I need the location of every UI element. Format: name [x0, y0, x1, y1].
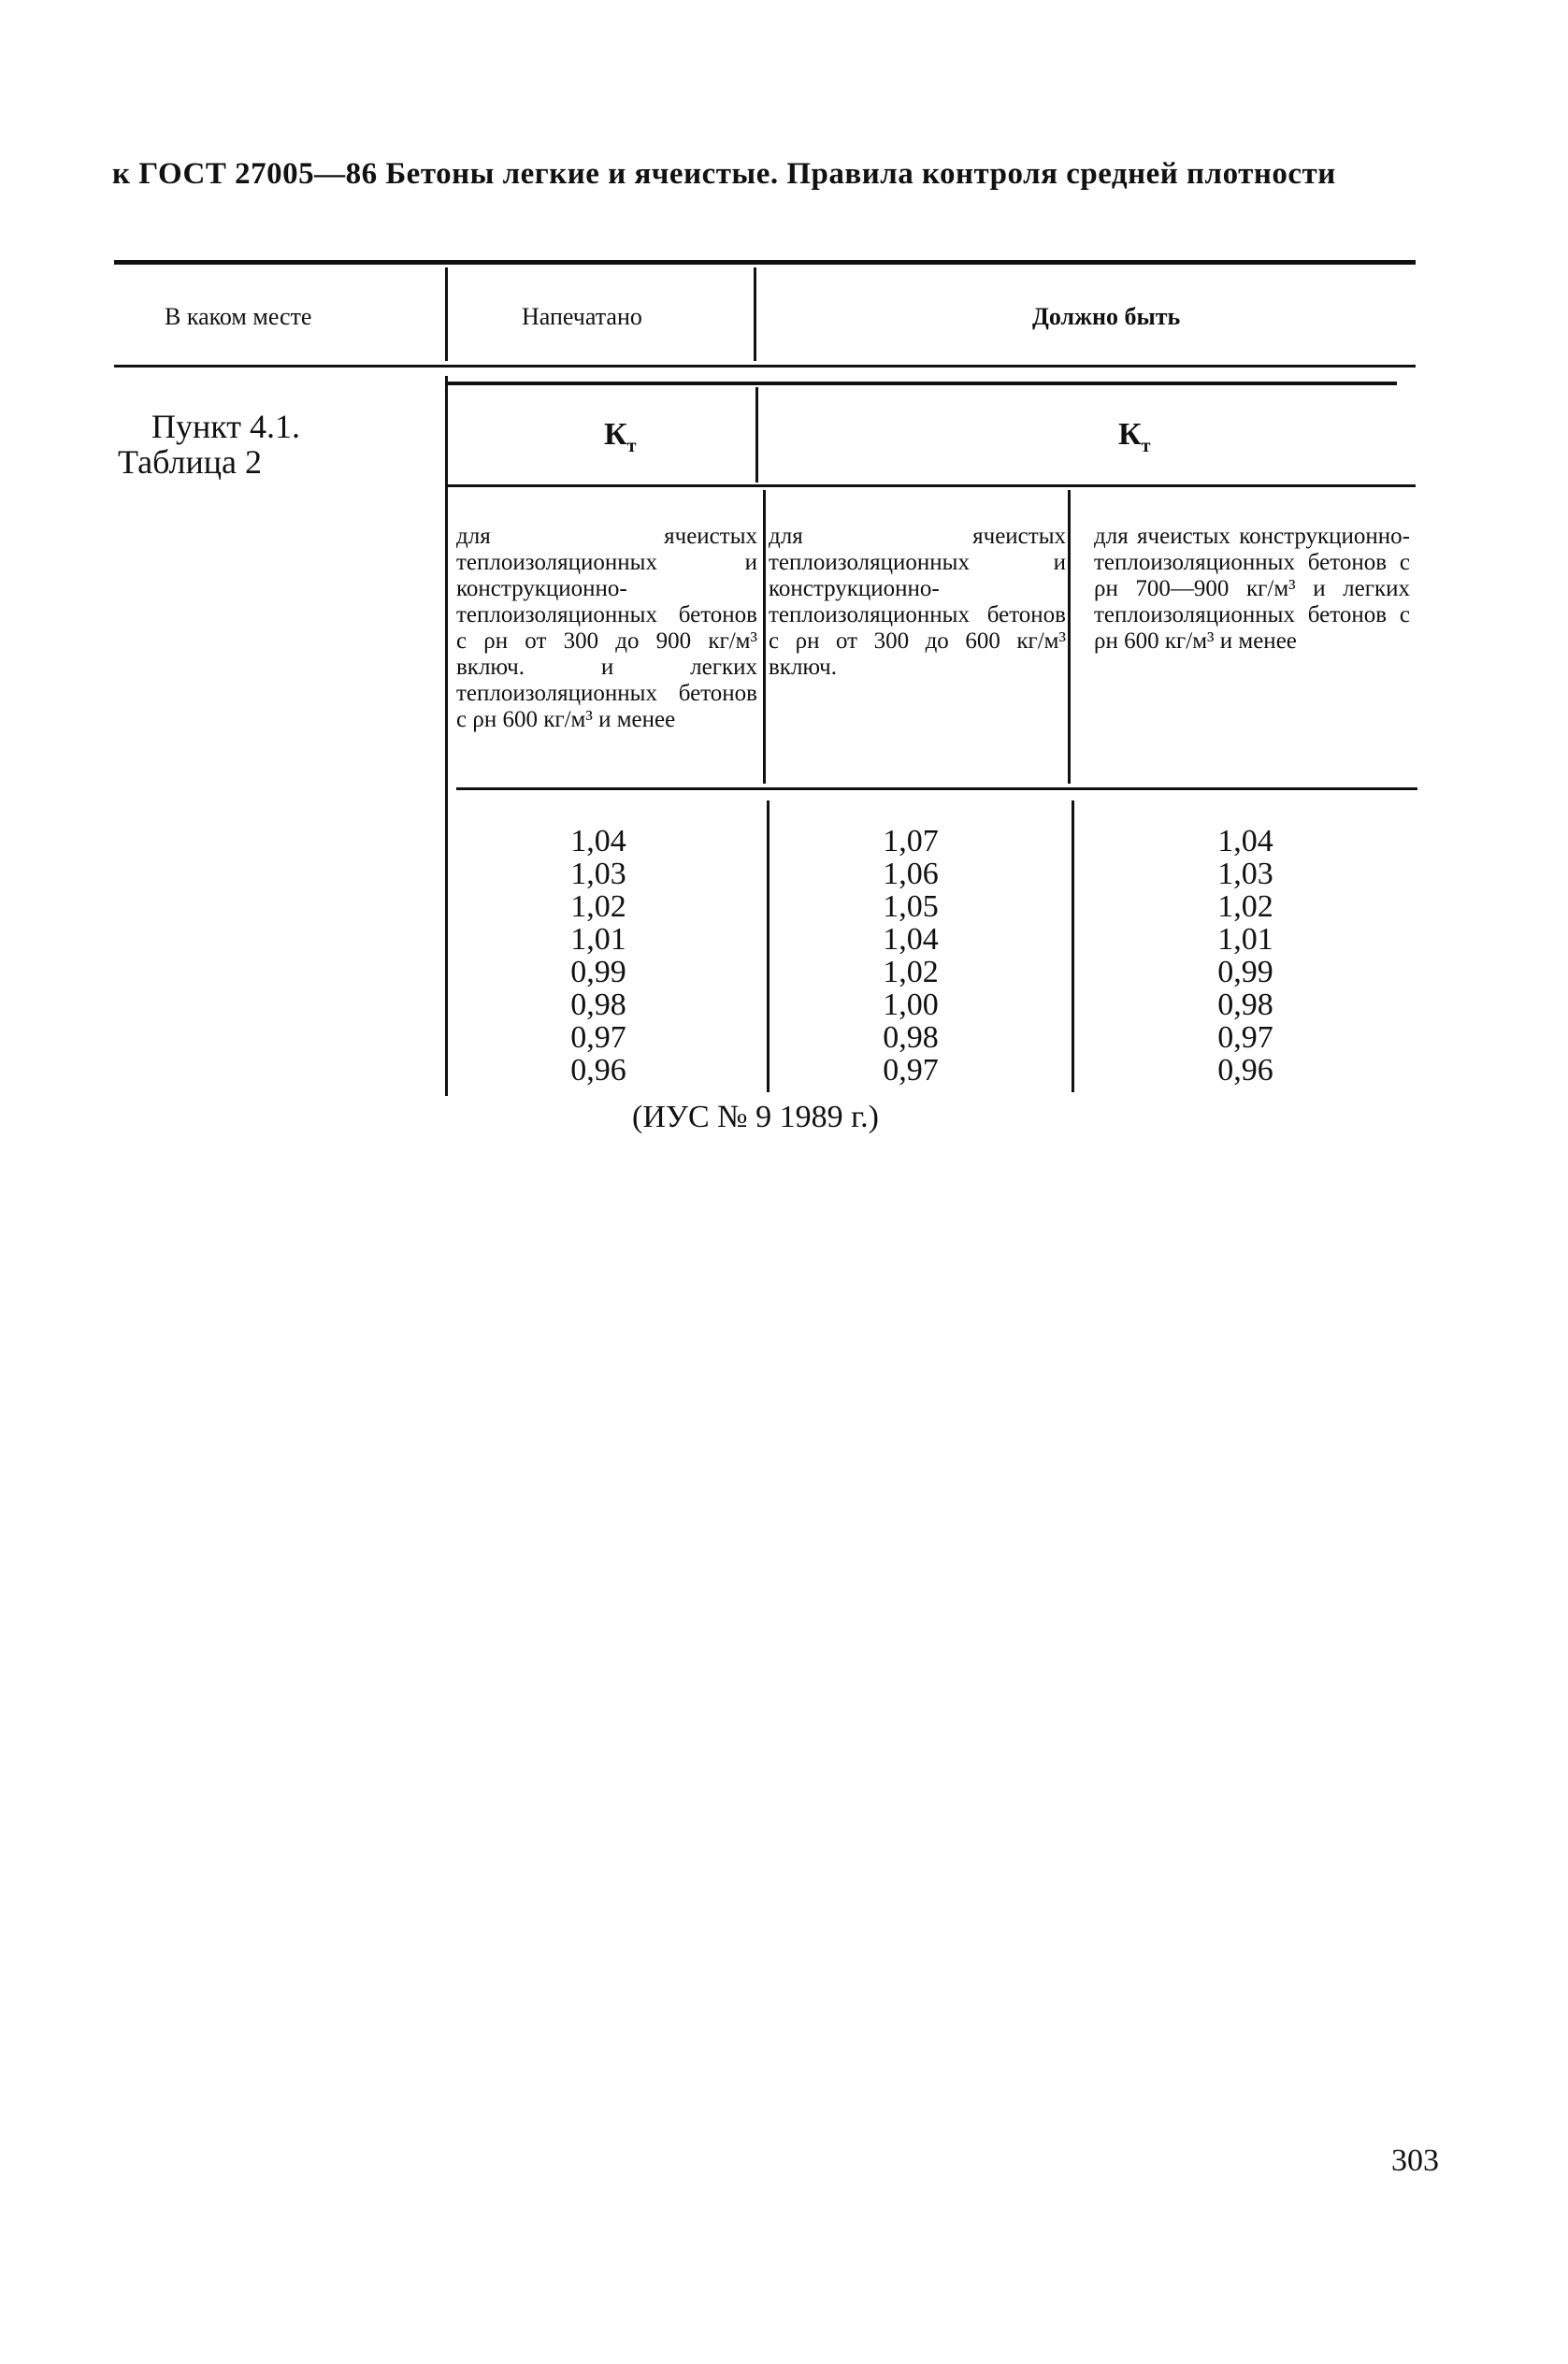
- values-should-be-2: [1171, 825, 1320, 1087]
- header-divider-2: [754, 267, 756, 361]
- value-cell: 1,03: [570, 857, 626, 891]
- value-cell: 1,04: [883, 922, 939, 957]
- value-cell: 0,97: [570, 1020, 626, 1055]
- value-cell: 0,97: [883, 1053, 939, 1088]
- symbol-printed: $К_т$: [604, 417, 637, 456]
- reference-clause: Пункт 4.1.: [151, 408, 301, 445]
- value-cell: 1,02: [883, 955, 939, 989]
- values-should-be-1: [836, 825, 985, 1087]
- description-should-be-1: для ячеистых теплоизоляционных и конструкционно-теплоизоляционных бетонов с ρн от 300 до 600 кг/м³ включ.: [769, 524, 1066, 680]
- header-should-be: Должно быть: [1032, 303, 1181, 330]
- value-cell: 0,96: [570, 1053, 626, 1088]
- value-cell: 1,02: [570, 889, 626, 924]
- symbol-should-be: $К_т$: [1118, 417, 1151, 456]
- header-divider-1: [445, 267, 448, 361]
- value-cell: 0,98: [883, 1020, 939, 1055]
- value-cell: 1,06: [883, 857, 939, 891]
- value-cell: 1,01: [1217, 922, 1273, 957]
- values-divider-2: [1072, 800, 1074, 1092]
- page-number: 303: [1391, 2143, 1439, 2178]
- symbol-bottom-rule: [447, 484, 1416, 487]
- value-cell: 1,04: [570, 824, 626, 858]
- description-should-be-2: для ячеистых конструкционно-теплоизоляционных бетонов с ρн 700—900 кг/м³ и легких теплоизоляционных бетонов с ρн 600 кг/м³ и менее: [1094, 524, 1410, 654]
- inner-table-top-rule: [447, 382, 1397, 385]
- value-cell: 1,00: [883, 987, 939, 1022]
- description-printed: для ячеистых теплоизоляционных и конструкционно-теплоизоляционных бетонов с ρн от 300 до 900 кг/м³ включ. и легких теплоизоляционных бетонов с ρн 600 кг/м³ и менее: [456, 524, 757, 732]
- symbol-divider: [755, 387, 758, 483]
- description-divider-1: [763, 490, 766, 784]
- header-printed: Напечатано: [522, 303, 642, 330]
- header-bottom-rule: [114, 365, 1416, 368]
- value-cell: 0,98: [1217, 987, 1273, 1022]
- value-cell: 0,98: [570, 987, 626, 1022]
- value-cell: 1,04: [1217, 824, 1273, 858]
- value-cell: 0,97: [1217, 1020, 1273, 1055]
- values-printed: [524, 825, 673, 1087]
- value-cell: 1,07: [883, 824, 939, 858]
- values-divider-1: [767, 800, 770, 1092]
- source-note: (ИУС № 9 1989 г.): [632, 1100, 879, 1134]
- value-cell: 1,05: [883, 889, 939, 924]
- value-cell: 0,99: [570, 955, 626, 989]
- top-rule: [114, 260, 1416, 265]
- header-location: В каком месте: [165, 303, 312, 330]
- value-cell: 0,96: [1217, 1053, 1273, 1088]
- description-divider-2: [1068, 490, 1071, 784]
- description-bottom-rule: [456, 787, 1417, 790]
- reference-table: Таблица 2: [118, 443, 262, 481]
- value-cell: 1,02: [1217, 889, 1273, 924]
- value-cell: 1,03: [1217, 857, 1273, 891]
- value-cell: 0,99: [1217, 955, 1273, 989]
- value-cell: 1,01: [570, 922, 626, 957]
- document-title: к ГОСТ 27005—86 Бетоны легкие и ячеистые. Правила контроля средней плотности: [112, 157, 1336, 191]
